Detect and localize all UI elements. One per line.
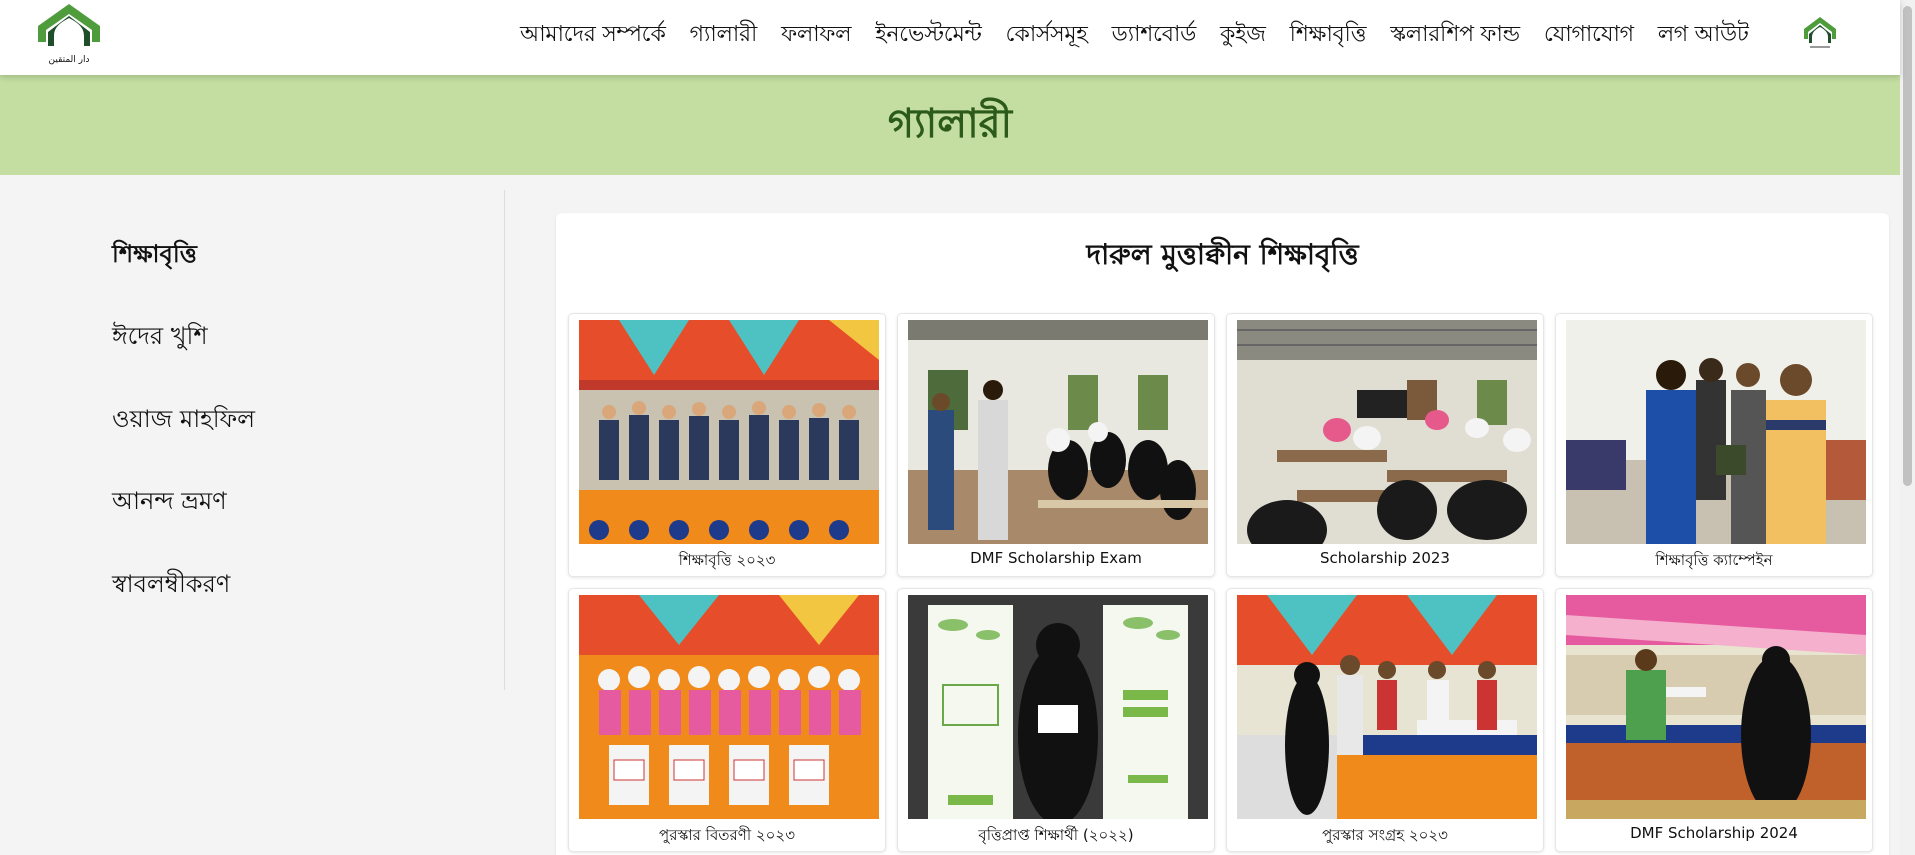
svg-text:دار المتقين: دار المتقين — [48, 55, 90, 65]
nav-scholarship-fund[interactable]: স্কলারশিপ ফান্ড — [1390, 21, 1520, 47]
site-header — [0, 0, 1900, 75]
gallery-title: দারুল মুত্তাক্বীন শিক্ষাবৃত্তি — [1086, 238, 1359, 271]
gallery-caption: DMF Scholarship Exam — [970, 549, 1142, 567]
gallery-photo — [1237, 595, 1537, 819]
nav-gallery[interactable]: গ্যালারী — [689, 21, 758, 47]
gallery-category-sidebar — [0, 190, 505, 690]
nav-scholarship[interactable]: শিক্ষাবৃত্তি — [1289, 21, 1367, 47]
gallery-item[interactable] — [568, 313, 886, 577]
gallery-caption: শিক্ষাবৃত্তি ২০২৩ — [678, 551, 776, 569]
page-title: গ্যালারী — [887, 100, 1013, 147]
nav-dashboard[interactable]: ড্যাশবোর্ড — [1111, 21, 1197, 47]
gallery-caption: Scholarship 2023 — [1320, 549, 1450, 567]
nav-courses[interactable]: কোর্সসমূহ — [1005, 21, 1088, 47]
page-scrollbar[interactable] — [1900, 0, 1915, 855]
nav-results[interactable]: ফলাফল — [781, 21, 852, 47]
gallery-photo — [579, 595, 879, 819]
gallery-photo — [908, 320, 1208, 544]
gallery-photo — [1237, 320, 1537, 544]
nav-investment[interactable]: ইনভেস্টমেন্ট — [875, 21, 982, 47]
gallery-photo — [908, 595, 1208, 819]
scrollbar-thumb[interactable] — [1903, 6, 1912, 486]
mosque-logo-icon — [34, 2, 104, 66]
gallery-photo — [1566, 595, 1866, 819]
sidebar-item-eid[interactable]: ঈদের খুশি — [112, 322, 208, 350]
nav-about[interactable]: আমাদের সম্পর্কে — [520, 21, 666, 47]
sidebar-item-tour[interactable]: আনন্দ ভ্রমণ — [112, 487, 227, 515]
sidebar-item-scholarship[interactable]: শিক্ষাবৃত্তি — [112, 240, 197, 268]
profile-logo-icon[interactable] — [1802, 15, 1838, 53]
page-banner — [0, 75, 1900, 175]
nav-quiz[interactable]: কুইজ — [1220, 21, 1266, 47]
gallery-item[interactable] — [897, 313, 1215, 577]
gallery-caption: DMF Scholarship 2024 — [1630, 824, 1798, 842]
gallery-item[interactable] — [897, 588, 1215, 852]
sidebar-item-waz-mahfil[interactable]: ওয়াজ মাহফিল — [112, 405, 256, 433]
gallery-item[interactable] — [1555, 588, 1873, 852]
gallery-item[interactable] — [1226, 313, 1544, 577]
main-nav — [520, 0, 1749, 70]
gallery-item[interactable] — [568, 588, 886, 852]
gallery-caption: পুরস্কার সংগ্রহ ২০২৩ — [1322, 826, 1448, 844]
gallery-caption: বৃত্তিপ্রাপ্ত শিক্ষার্থী (২০২২) — [978, 826, 1134, 844]
site-logo[interactable] — [34, 2, 104, 66]
gallery-item[interactable] — [1555, 313, 1873, 577]
nav-contact[interactable]: যোগাযোগ — [1543, 21, 1634, 47]
sidebar-item-self-reliance[interactable]: স্বাবলম্বীকরণ — [112, 570, 231, 598]
gallery-photo — [579, 320, 879, 544]
gallery-photo — [1566, 320, 1866, 544]
gallery-item[interactable] — [1226, 588, 1544, 852]
gallery-caption: শিক্ষাবৃত্তি ক্যাম্পেইন — [1655, 551, 1773, 569]
gallery-card — [556, 213, 1889, 855]
gallery-caption: পুরস্কার বিতরণী ২০২৩ — [659, 826, 795, 844]
nav-logout[interactable]: লগ আউট — [1657, 21, 1749, 47]
